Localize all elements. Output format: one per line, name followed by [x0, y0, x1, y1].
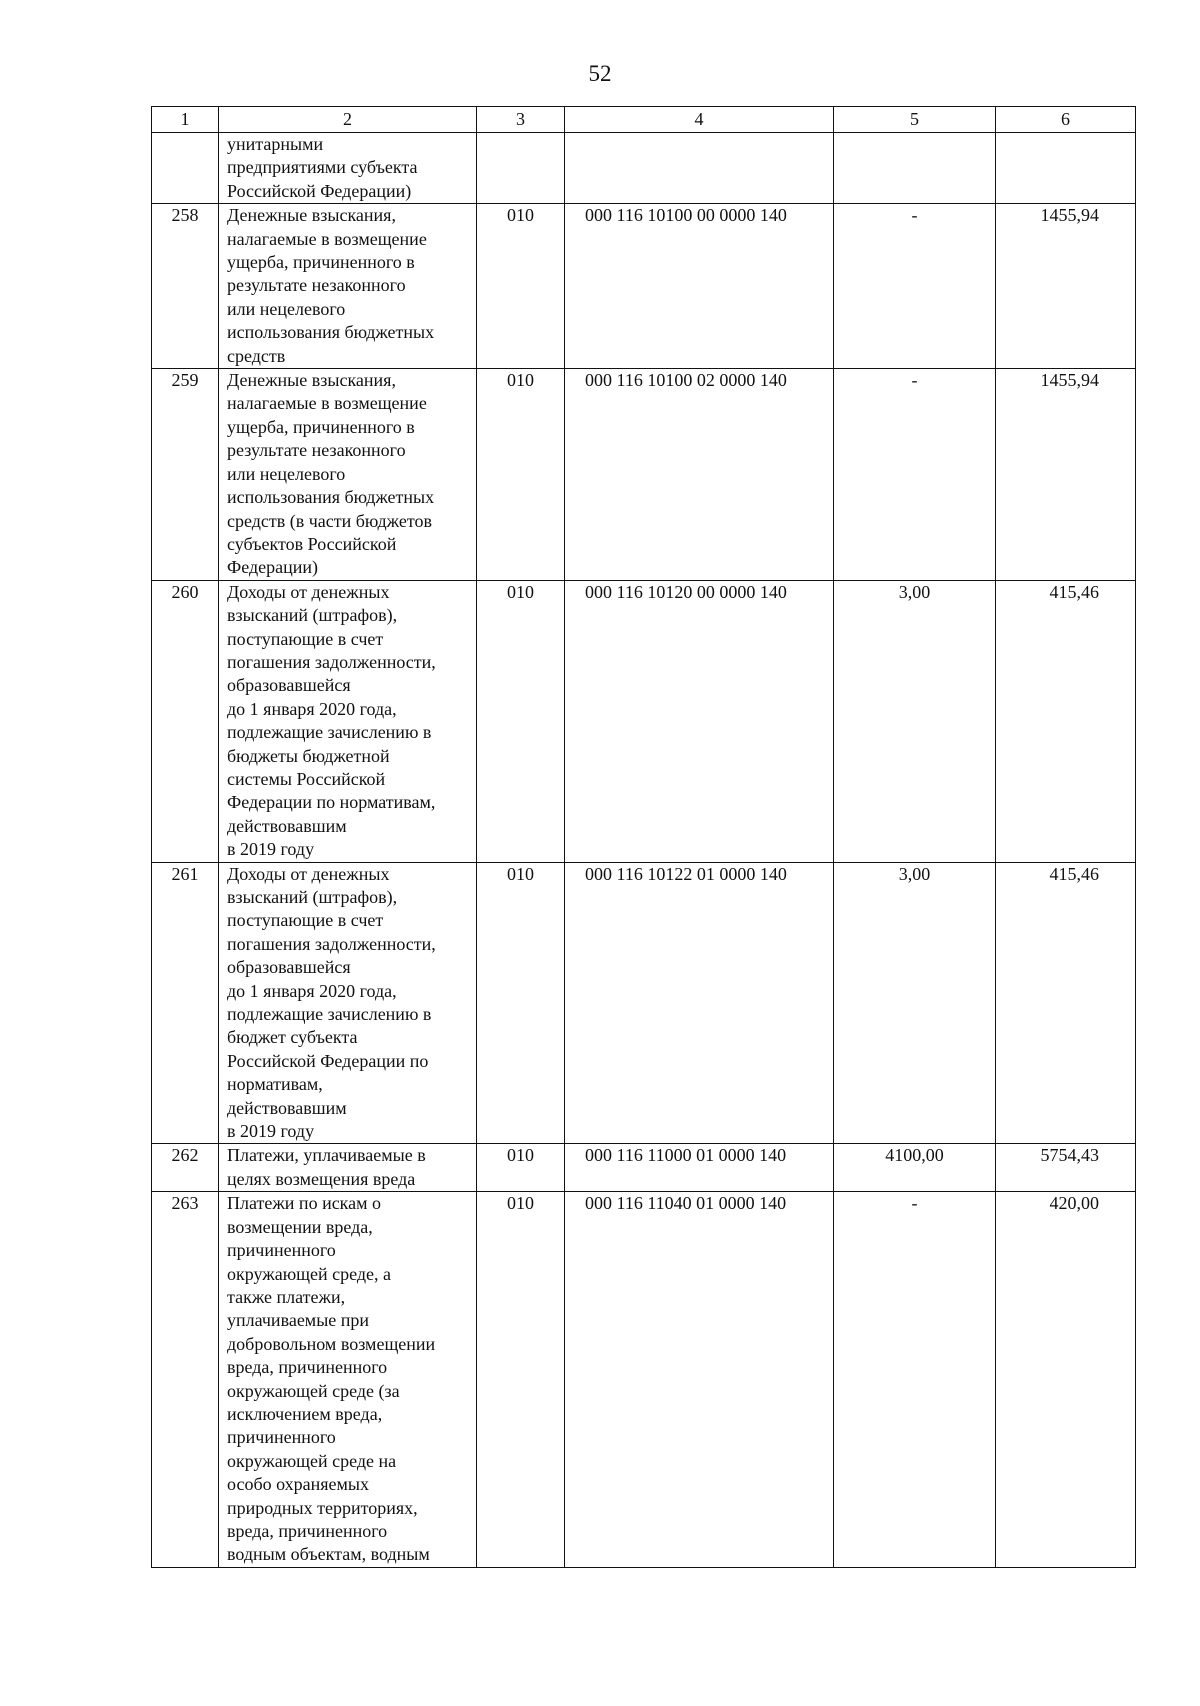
- row-category: 010: [477, 204, 565, 369]
- row-code: 000 116 10100 02 0000 140: [565, 369, 834, 581]
- row-value-6: 1455,94: [996, 369, 1136, 581]
- revenue-table: [151, 106, 1136, 1568]
- row-number: [152, 133, 219, 204]
- row-value-5: -: [834, 369, 996, 581]
- row-name: Доходы от денежных взысканий (штрафов), поступающие в счет погашения задолженности, образовавшейся до 1 января 2020 года, подлежащие зачислению в бюджеты бюджетной системы Российской Федерации по нормативам, действовавшим в 2019 году: [219, 580, 477, 862]
- table-row: [152, 369, 1136, 581]
- row-name: унитарными предприятиями субъекта Российской Федерации): [219, 133, 477, 204]
- row-value-6: 420,00: [996, 1192, 1136, 1568]
- row-category: 010: [477, 369, 565, 581]
- header-cell-6: 6: [996, 107, 1136, 133]
- header-cell-1: 1: [152, 107, 219, 133]
- row-number: 258: [152, 204, 219, 369]
- row-code: 000 116 11040 01 0000 140: [565, 1192, 834, 1568]
- row-code: 000 116 10122 01 0000 140: [565, 862, 834, 1144]
- row-number: 260: [152, 580, 219, 862]
- row-value-5: 3,00: [834, 862, 996, 1144]
- header-cell-3: 3: [477, 107, 565, 133]
- row-category: 010: [477, 1144, 565, 1192]
- row-number: 263: [152, 1192, 219, 1568]
- row-category: 010: [477, 1192, 565, 1568]
- row-code: 000 116 10120 00 0000 140: [565, 580, 834, 862]
- header-cell-4: 4: [565, 107, 834, 133]
- header-row: [152, 107, 1136, 133]
- table-row: [152, 204, 1136, 369]
- row-name: Доходы от денежных взысканий (штрафов), поступающие в счет погашения задолженности, образовавшейся до 1 января 2020 года, подлежащие зачислению в бюджет субъекта Российской Федерации по нормативам, действовавшим в 2019 году: [219, 862, 477, 1144]
- row-value-6: 1455,94: [996, 204, 1136, 369]
- table-row: [152, 133, 1136, 204]
- row-number: 261: [152, 862, 219, 1144]
- table-body: [152, 107, 1136, 1568]
- row-code: 000 116 11000 01 0000 140: [565, 1144, 834, 1192]
- table-row: [152, 1144, 1136, 1192]
- row-code: [565, 133, 834, 204]
- row-value-5: 4100,00: [834, 1144, 996, 1192]
- table-row: [152, 862, 1136, 1144]
- header-cell-2: 2: [219, 107, 477, 133]
- row-value-6: 5754,43: [996, 1144, 1136, 1192]
- row-name: Платежи, уплачиваемые в целях возмещения вреда: [219, 1144, 477, 1192]
- row-number: 262: [152, 1144, 219, 1192]
- row-value-6: 415,46: [996, 580, 1136, 862]
- header-cell-5: 5: [834, 107, 996, 133]
- table-row: [152, 1192, 1136, 1568]
- row-value-5: [834, 133, 996, 204]
- row-value-6: [996, 133, 1136, 204]
- row-value-5: -: [834, 204, 996, 369]
- table-row: [152, 580, 1136, 862]
- row-number: 259: [152, 369, 219, 581]
- page-number: 52: [588, 61, 612, 86]
- row-name: Денежные взыскания, налагаемые в возмещение ущерба, причиненного в результате незаконного или нецелевого использования бюджетных средств (в части бюджетов субъектов Российской Федерации): [219, 369, 477, 581]
- row-category: [477, 133, 565, 204]
- row-value-5: 3,00: [834, 580, 996, 862]
- row-code: 000 116 10100 00 0000 140: [565, 204, 834, 369]
- row-category: 010: [477, 862, 565, 1144]
- row-value-6: 415,46: [996, 862, 1136, 1144]
- row-value-5: -: [834, 1192, 996, 1568]
- row-name: Платежи по искам о возмещении вреда, причиненного окружающей среде, а также платежи, уплачиваемые при добровольном возмещении вреда, причиненного окружающей среде (за исключением вреда, причиненного окружающей среде на особо охраняемых природных территориях, вреда, причиненного водным объектам, водным: [219, 1192, 477, 1568]
- row-category: 010: [477, 580, 565, 862]
- row-name: Денежные взыскания, налагаемые в возмещение ущерба, причиненного в результате незаконного или нецелевого использования бюджетных средств: [219, 204, 477, 369]
